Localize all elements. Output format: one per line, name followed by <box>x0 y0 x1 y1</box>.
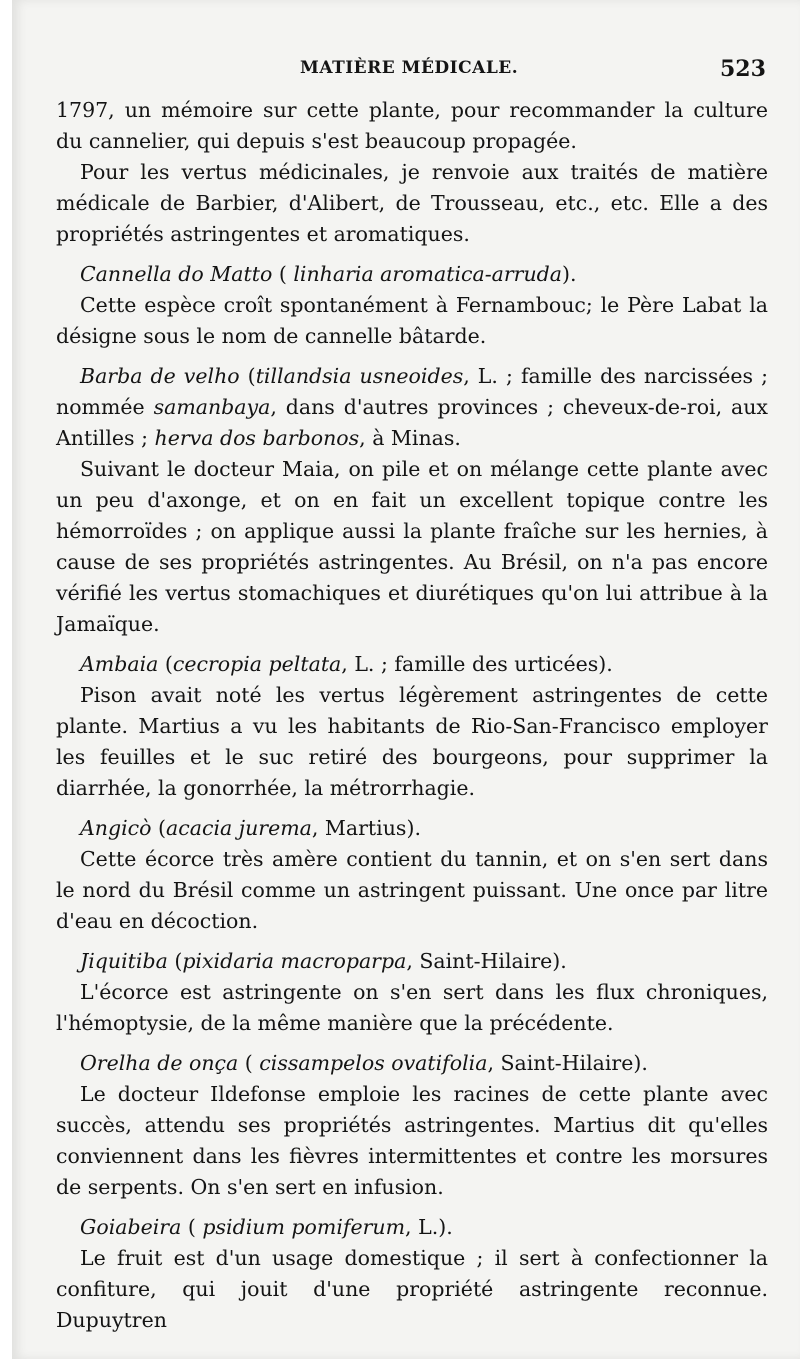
heading-text: ( <box>272 262 294 286</box>
running-title: MATIÈRE MÉDICALE. <box>300 58 519 78</box>
heading-text: , L.). <box>405 1215 453 1239</box>
scientific-name: pixidaria macroparpa <box>182 949 407 973</box>
heading-text: ( <box>151 816 167 840</box>
plant-name: Orelha de onça <box>80 1051 239 1075</box>
plant-name: Barba de velho <box>80 364 240 388</box>
heading-text: , Saint-Hilaire). <box>487 1051 648 1075</box>
heading-text: , L. ; famille des narcissées ; nommée <box>56 364 768 419</box>
heading-text: ( <box>239 364 256 388</box>
entry-heading <box>56 813 768 844</box>
heading-text: , dans d'autres provinces ; cheveux-de-roi, aux Antilles ; <box>56 395 768 450</box>
entry-heading <box>56 361 768 454</box>
entry-text: Le docteur Ildefonse emploie les racines de cette plante avec succès, attendu ses propriétés astringentes. Martius dit qu'elles conviennent dans les fièvres intermittentes et contre les morsures de serpents. On s'en sert en infusion. <box>56 1082 768 1199</box>
local-name: herva dos barbonos <box>154 426 360 450</box>
heading-text: ). <box>562 262 577 286</box>
entry-text: Cette écorce très amère contient du tannin, et on s'en sert dans le nord du Brésil comme un astringent puissant. Une once par litre d'eau en décoction. <box>56 847 768 933</box>
book-page <box>12 0 800 1359</box>
plant-name: Cannella do Matto <box>80 262 273 286</box>
heading-text: ( <box>181 1215 203 1239</box>
heading-text: , L. ; famille des urticées). <box>341 652 613 676</box>
heading-text: , Martius). <box>311 816 421 840</box>
heading-text: , Saint-Hilaire). <box>406 949 567 973</box>
plant-entry <box>56 813 768 937</box>
heading-text: , à Minas. <box>359 426 461 450</box>
page-number: 523 <box>720 56 766 82</box>
plant-entry <box>56 361 768 640</box>
local-name: samanbaya <box>153 395 271 419</box>
scientific-name: cecropia peltata <box>172 652 342 676</box>
intro-paragraph: Pour les vertus médicinales, je renvoie aux traités de matière médicale de Barbier, d'Alibert, de Trousseau, etc., etc. Elle a des propriétés astringentes et aromatiques. <box>56 160 768 246</box>
entry-text: Le fruit est d'un usage domestique ; il sert à confectionner la confiture, qui jouit d'une propriété astringente reconnue. Dupuytren <box>56 1246 768 1332</box>
scientific-name: acacia jurema <box>166 816 312 840</box>
heading-text: ( <box>238 1051 260 1075</box>
heading-text: ( <box>158 652 173 676</box>
entry-heading <box>56 259 768 290</box>
plant-entry <box>56 1048 768 1203</box>
entry-heading <box>56 649 768 680</box>
entry-heading <box>56 1212 768 1243</box>
plant-entry <box>56 259 768 352</box>
plant-name: Goiabeira <box>80 1215 182 1239</box>
plant-entry <box>56 946 768 1039</box>
scientific-name: tillandsia usneoides <box>255 364 464 388</box>
scientific-name: linharia aromatica-arruda <box>293 262 562 286</box>
entry-text: Pison avait noté les vertus légèrement astringentes de cette plante. Martius a vu les habitants de Rio-San-Francisco employer les feuilles et le suc retiré des bourgeons, pour supprimer la diarrhée, la gonorrhée, la métrorrhagie. <box>56 683 768 800</box>
plant-entry <box>56 649 768 804</box>
entry-text: Cette espèce croît spontanément à Fernambouc; le Père Labat la désigne sous le nom de cannelle bâtarde. <box>56 293 768 348</box>
plant-name: Angicò <box>80 816 152 840</box>
entry-heading <box>56 946 768 977</box>
intro-paragraph: 1797, un mémoire sur cette plante, pour recommander la culture du cannelier, qui depuis s'est beaucoup propagée. <box>56 98 768 153</box>
page-body <box>56 95 768 1336</box>
scientific-name: cissampelos ovatifolia <box>259 1051 488 1075</box>
page-header <box>12 56 800 86</box>
heading-text: ( <box>167 949 183 973</box>
entry-heading <box>56 1048 768 1079</box>
plant-entry <box>56 1212 768 1336</box>
plant-name: Jiquitiba <box>80 949 168 973</box>
scientific-name: psidium pomiferum <box>202 1215 406 1239</box>
plant-name: Ambaia <box>80 652 159 676</box>
entry-text: Suivant le docteur Maia, on pile et on mélange cette plante avec un peu d'axonge, et on en fait un excellent topique contre les hémorroïdes ; on applique aussi la plante fraîche sur les hernies, à cause de ses propriétés astringentes. Au Brésil, on n'a pas encore vérifié les vertus stomachiques et diurétiques qu'on lui attribue à la Jamaïque. <box>56 457 768 636</box>
entry-text: L'écorce est astringente on s'en sert dans les flux chroniques, l'hémoptysie, de la même manière que la précédente. <box>56 980 768 1035</box>
